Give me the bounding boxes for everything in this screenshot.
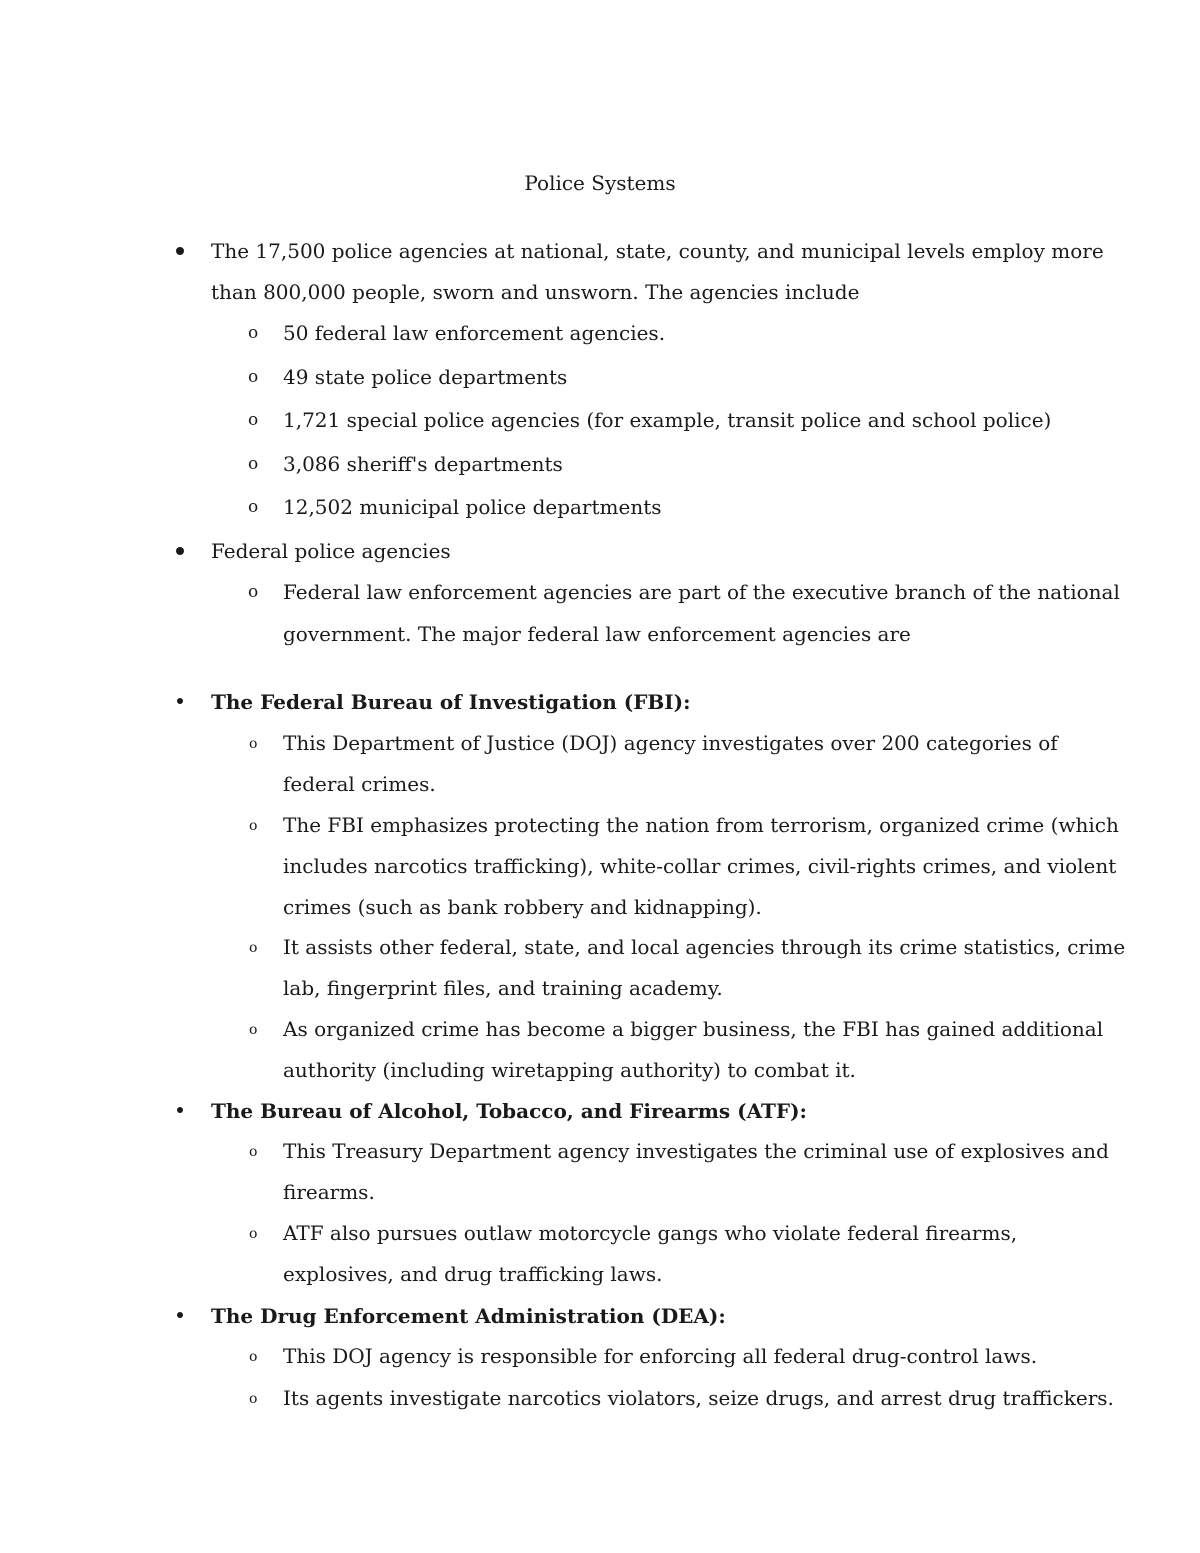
paragraph-line: includes narcotics trafficking), white-collar crimes, civil-rights crimes, and violent bbox=[283, 854, 1117, 878]
sub-bullet-marker: o bbox=[248, 497, 259, 517]
list-item: 49 state police departments bbox=[283, 365, 568, 389]
list-heading: Federal police agencies bbox=[211, 539, 451, 563]
paragraph-line: firearms. bbox=[283, 1180, 375, 1204]
bullet-dot bbox=[177, 1312, 183, 1318]
list-item: 50 federal law enforcement agencies. bbox=[283, 321, 666, 345]
paragraph-line: authority (including wiretapping authority) to combat it. bbox=[283, 1058, 856, 1082]
list-item: 1,721 special police agencies (for example, transit police and school police) bbox=[283, 408, 1052, 432]
page-title: Police Systems bbox=[524, 171, 676, 195]
paragraph-line: The FBI emphasizes protecting the nation from terrorism, organized crime (which bbox=[283, 813, 1119, 837]
bullet-dot bbox=[177, 698, 183, 704]
sub-bullet-marker: o bbox=[248, 323, 259, 343]
paragraph-line: lab, fingerprint files, and training academy. bbox=[283, 976, 723, 1000]
sub-bullet-marker: o bbox=[248, 454, 259, 474]
paragraph-line: As organized crime has become a bigger business, the FBI has gained additional bbox=[283, 1017, 1104, 1041]
paragraph-line: This DOJ agency is responsible for enforcing all federal drug-control laws. bbox=[283, 1344, 1038, 1368]
list-item: 12,502 municipal police departments bbox=[283, 495, 662, 519]
paragraph-line: federal crimes. bbox=[283, 772, 436, 796]
section-heading-atf: The Bureau of Alcohol, Tobacco, and Firearms (ATF): bbox=[211, 1099, 807, 1123]
sub-bullet-marker: o bbox=[249, 940, 258, 956]
section-heading-dea: The Drug Enforcement Administration (DEA): bbox=[211, 1304, 726, 1328]
bullet-dot bbox=[176, 547, 184, 555]
bullet-dot bbox=[177, 1107, 183, 1113]
sub-bullet-marker: o bbox=[248, 410, 259, 430]
paragraph-line: government. The major federal law enforcement agencies are bbox=[283, 622, 911, 646]
sub-bullet-marker: o bbox=[249, 1349, 258, 1365]
bullet-dot bbox=[176, 247, 184, 255]
paragraph-line: The 17,500 police agencies at national, state, county, and municipal levels employ more bbox=[211, 239, 1104, 263]
sub-bullet-marker: o bbox=[248, 367, 259, 387]
sub-bullet-marker: o bbox=[248, 582, 259, 602]
list-item: 3,086 sheriff's departments bbox=[283, 452, 563, 476]
paragraph-line: than 800,000 people, sworn and unsworn. The agencies include bbox=[211, 280, 860, 304]
paragraph-line: crimes (such as bank robbery and kidnapping). bbox=[283, 895, 762, 919]
sub-bullet-marker: o bbox=[249, 1226, 258, 1242]
paragraph-line: This Treasury Department agency investigates the criminal use of explosives and bbox=[283, 1139, 1109, 1163]
sub-bullet-marker: o bbox=[249, 1144, 258, 1160]
section-heading-fbi: The Federal Bureau of Investigation (FBI): bbox=[211, 690, 691, 714]
sub-bullet-marker: o bbox=[249, 1022, 258, 1038]
paragraph-line: Federal law enforcement agencies are part of the executive branch of the national bbox=[283, 580, 1120, 604]
sub-bullet-marker: o bbox=[249, 736, 258, 752]
paragraph-line: Its agents investigate narcotics violators, seize drugs, and arrest drug traffickers. bbox=[283, 1386, 1114, 1410]
paragraph-line: It assists other federal, state, and local agencies through its crime statistics, crime bbox=[283, 935, 1126, 959]
paragraph-line: ATF also pursues outlaw motorcycle gangs who violate federal firearms, bbox=[283, 1221, 1018, 1245]
paragraph-line: This Department of Justice (DOJ) agency investigates over 200 categories of bbox=[283, 731, 1058, 755]
paragraph-line: explosives, and drug trafficking laws. bbox=[283, 1262, 663, 1286]
sub-bullet-marker: o bbox=[249, 818, 258, 834]
sub-bullet-marker: o bbox=[249, 1391, 258, 1407]
